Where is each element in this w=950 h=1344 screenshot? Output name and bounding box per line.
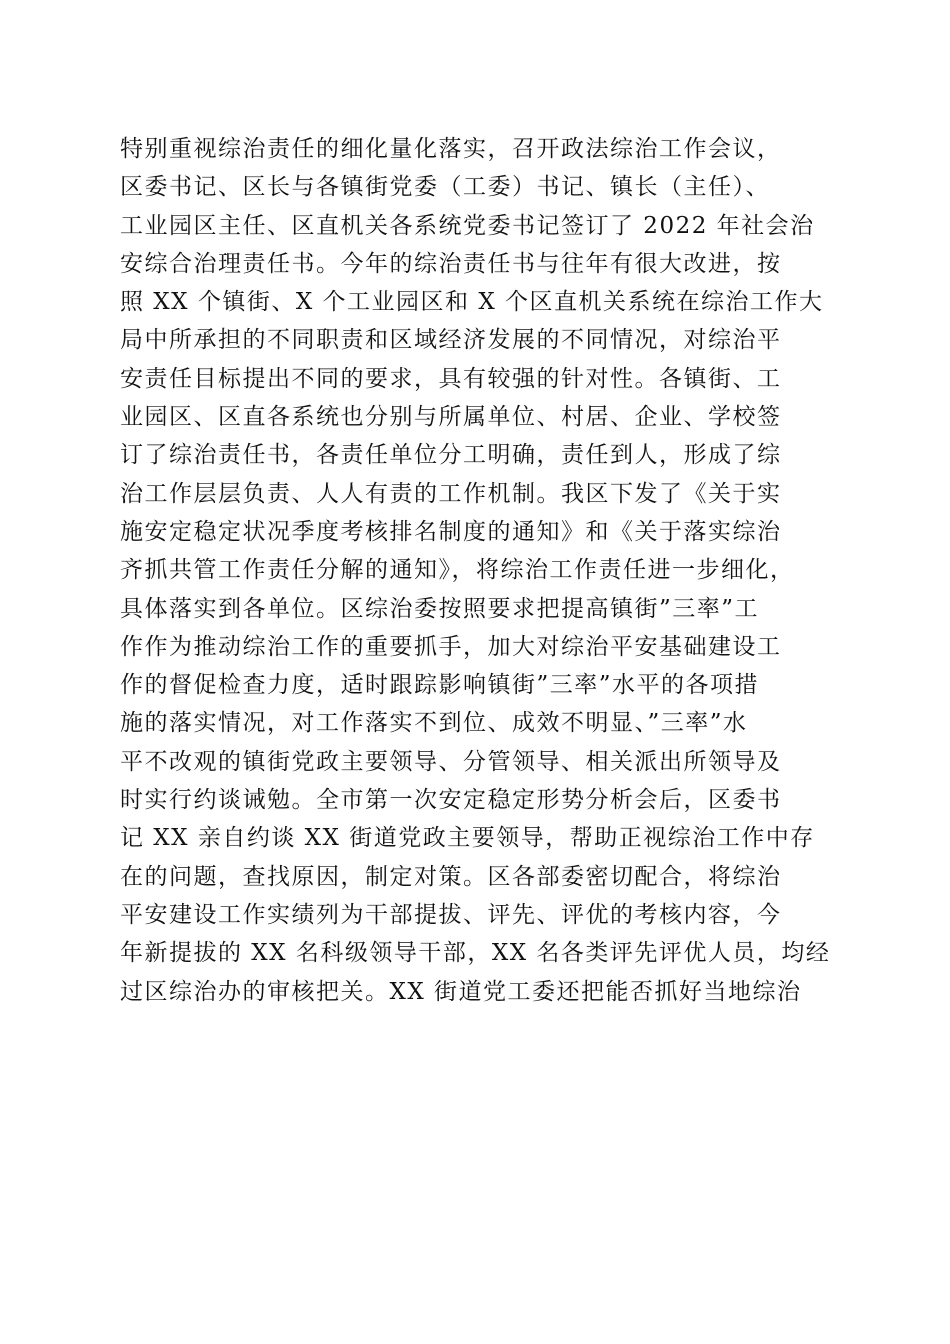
text-line: 年新提拔的 XX 名科级领导干部，XX 名各类评先评优人员，均经 bbox=[120, 940, 831, 967]
text-line: 作的督促检查力度，适时跟踪影响镇街”三率”水平的各项措 bbox=[120, 672, 760, 699]
text-line: 业园区、区直各系统也分别与所属单位、村居、企业、学校签 bbox=[120, 404, 782, 431]
text-line: 过区综治办的审核把关。XX 街道党工委还把能否抓好当地综治 bbox=[120, 978, 802, 1005]
text-line: 齐抓共管工作责任分解的通知》，将综治工作责任进一步细化， bbox=[120, 557, 795, 584]
text-line: 作作为推动综治工作的重要抓手，加大对综治平安基础建设工 bbox=[120, 633, 782, 660]
text-line: 时实行约谈诫勉。全市第一次安定稳定形势分析会后，区委书 bbox=[120, 787, 782, 814]
text-line: 订了综治责任书，各责任单位分工明确，责任到人，形成了综 bbox=[120, 442, 782, 469]
text-line: 特别重视综治责任的细化量化落实，召开政法综治工作会议， bbox=[120, 136, 782, 162]
text-line: 平安建设工作实绩列为干部提拔、评先、评优的考核内容，今 bbox=[120, 901, 782, 928]
body-paragraph bbox=[120, 130, 830, 1011]
text-line: 平不改观的镇街党政主要领导、分管领导、相关派出所领导及 bbox=[120, 748, 782, 775]
text-line: 在的问题，查找原因，制定对策。区各部委密切配合，将综治 bbox=[120, 863, 782, 890]
text-line: 照 XX 个镇街、X 个工业园区和 X 个区直机关系统在综治工作大 bbox=[120, 289, 824, 316]
text-line: 区委书记、区长与各镇街党委（工委）书记、镇长（主任）、 bbox=[120, 174, 770, 201]
text-line: 记 XX 亲自约谈 XX 街道党政主要领导，帮助正视综治工作中存 bbox=[120, 825, 815, 852]
text-line: 施安定稳定状况季度考核排名制度的通知》和《关于落实综治 bbox=[120, 518, 782, 545]
text-line: 工业园区主任、区直机关各系统党委书记签订了 2022 年社会治 bbox=[120, 212, 815, 239]
text-line: 治工作层层负责、人人有责的工作机制。我区下发了《关于实 bbox=[120, 480, 782, 507]
text-line: 安综合治理责任书。今年的综治责任书与往年有很大改进，按 bbox=[120, 250, 782, 277]
text-line: 具体落实到各单位。区综治委按照要求把提高镇街”三率”工 bbox=[120, 595, 760, 622]
text-line: 安责任目标提出不同的要求，具有较强的针对性。各镇街、工 bbox=[120, 365, 782, 392]
text-line: 施的落实情况，对工作落实不到位、成效不明显、”三率”水 bbox=[120, 710, 748, 737]
text-line: 局中所承担的不同职责和区域经济发展的不同情况，对综治平 bbox=[120, 327, 782, 354]
